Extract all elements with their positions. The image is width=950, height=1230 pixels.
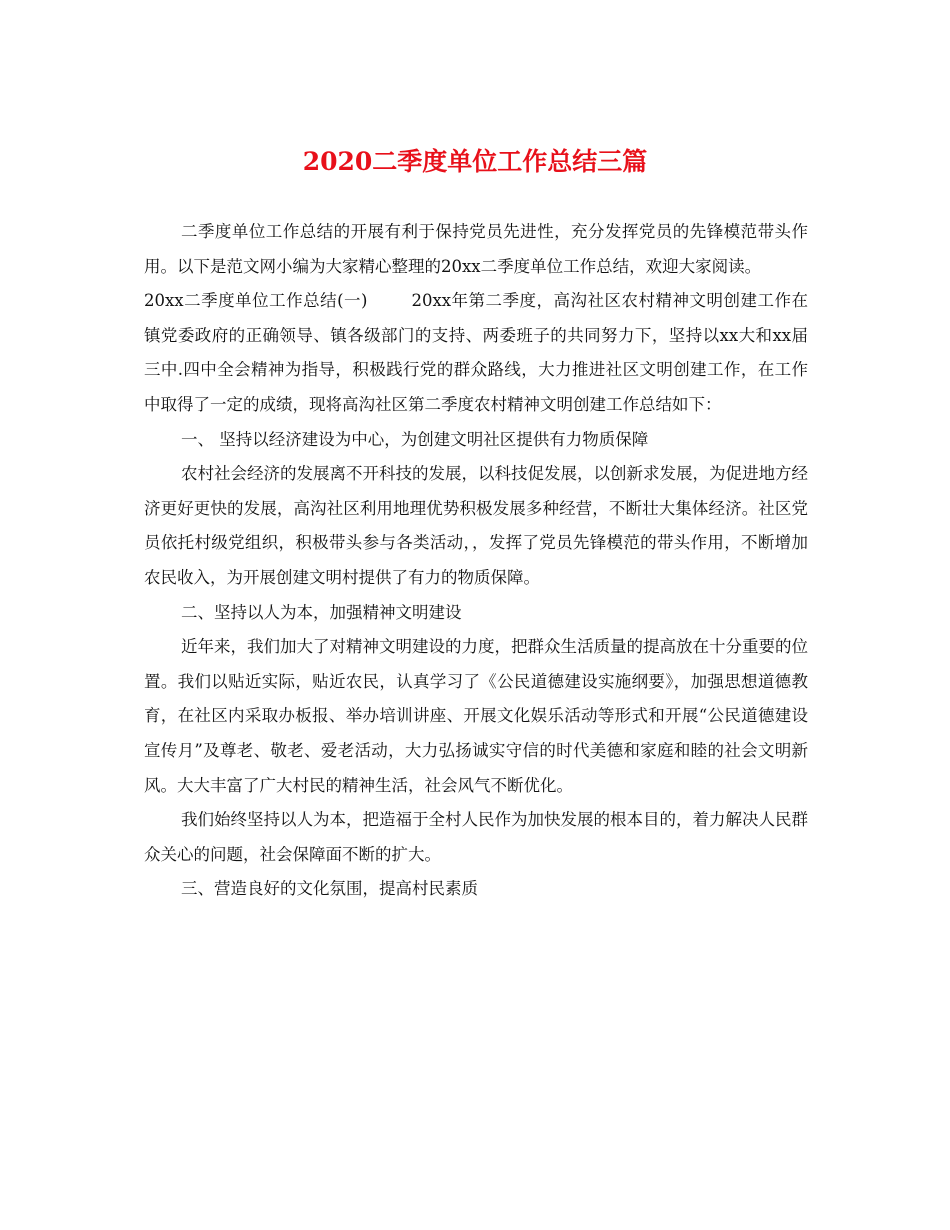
section1-heading: 20xx二季度单位工作总结(一) — [144, 291, 368, 311]
section1-intro: 20xx年第二季度，高沟社区农村精神文明创建工作在镇党委政府的正确领导、镇各级部门的支持、两委班子的共同努力下，坚持以xx大和xx届三中.四中全会精神为指导，积极践行党的群众路线，大力推进社区文明创建工作，在工作中取得了一定的成绩，现将高沟社区第二季度农村精神文明创建工作总结如下： — [144, 291, 809, 414]
document-title: 2020二季度单位工作总结三篇 — [302, 147, 648, 176]
point1-heading: 一、 坚持以经济建设为中心，为创建文明社区提供有力物质保障 — [181, 429, 649, 449]
point3-heading: 三、营造良好的文化氛围，提高村民素质 — [181, 879, 478, 899]
intro-paragraph: 二季度单位工作总结的开展有利于保持党员先进性，充分发挥党员的先锋模范带头作用。以下是范文网小编为大家精心整理的20xx二季度单位工作总结，欢迎大家阅读。 — [144, 222, 808, 276]
document-body — [144, 215, 808, 907]
point2-body-2: 我们始终坚持以人为本，把造福于全村人民作为加快发展的根本目的，着力解决人民群众关心的问题，社会保障面不断的扩大。 — [144, 810, 808, 864]
point2-heading: 二、坚持以人为本，加强精神文明建设 — [181, 602, 462, 622]
point2-body-1: 近年来，我们加大了对精神文明建设的力度，把群众生活质量的提高放在十分重要的位置。我们以贴近实际，贴近农民，认真学习了《公民道德建设实施纲要》，加强思想道德教育，在社区内采取办板报、举办培训讲座、开展文化娱乐活动等形式和开展“公民道德建设宣传月”及尊老、敬老、爱老活动，大力弘扬诚实守信的时代美德和家庭和睦的社会文明新风。大大丰富了广大村民的精神生活，社会风气不断优化。 — [144, 637, 808, 795]
section1-paragraph — [144, 284, 808, 422]
point1-body: 农村社会经济的发展离不开科技的发展，以科技促发展，以创新求发展，为促进地方经济更好更快的发展，高沟社区利用地理优势积极发展多种经营，不断壮大集体经济。社区党员依托村级党组织，积极带头参与各类活动，，发挥了党员先锋模范的带头作用，不断增加农民收入，为开展创建文明村提供了有力的物质保障。 — [144, 464, 808, 587]
